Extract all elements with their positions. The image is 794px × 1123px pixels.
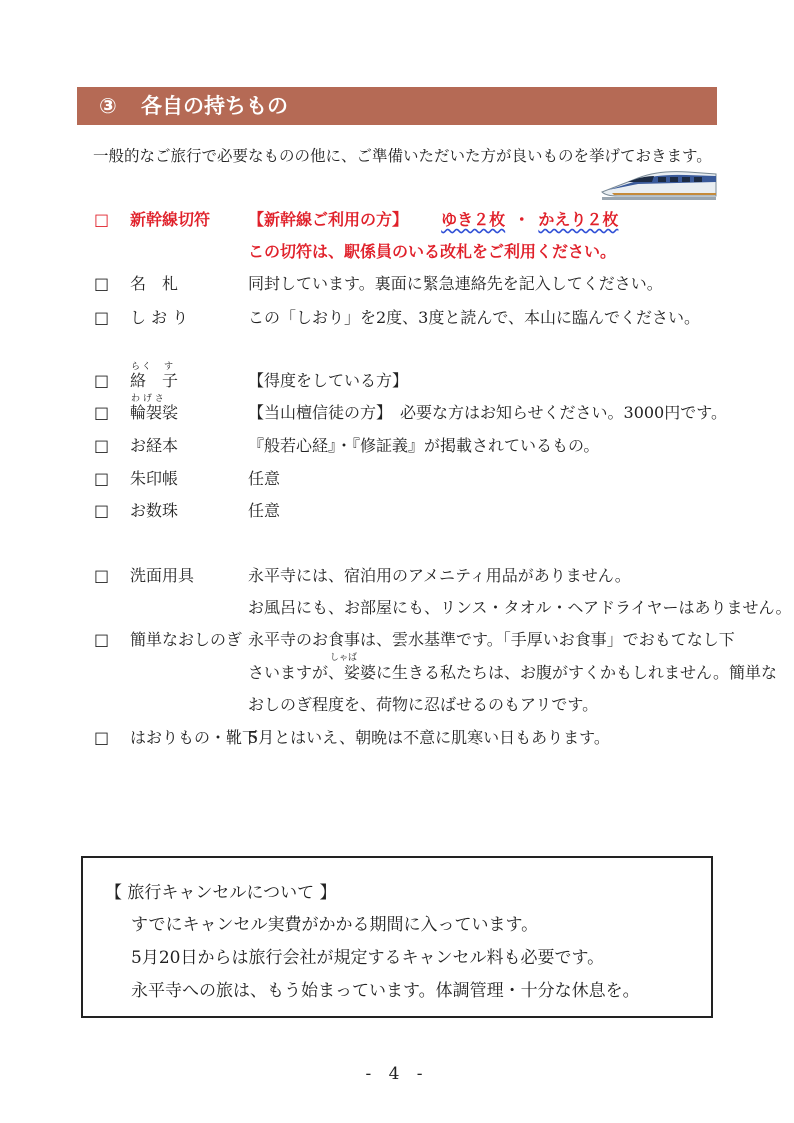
checkbox[interactable]: □ [94,469,110,488]
item-name: はおりもの・靴下 [130,728,259,747]
item-name: 簡単なおしのぎ [130,630,243,649]
item-desc: 永平寺のお食事は、雲水基準です。「手厚いお食事」でおもてなし下 [248,630,735,649]
checkbox[interactable]: □ [94,274,110,293]
item-desc-continued: さいますが、娑婆に生きる私たちは、お腹がすくかもしれません。簡単な [248,663,777,682]
cancellation-title: 【 旅行キャンセルについて 】 [105,883,337,903]
cancellation-line: 永平寺への旅は、もう始まっています。体調管理・十分な休息を。 [131,981,640,1001]
checkbox[interactable]: □ [94,630,110,649]
item-name: 輪袈裟 [130,403,179,422]
ruby-text: らく す [131,362,176,372]
shinkansen-label: 【新幹線ご利用の方】 [248,210,409,229]
checkbox[interactable]: □ [94,210,110,229]
item-name: 洗面用具 [130,566,195,585]
checkbox[interactable]: □ [94,501,110,520]
checkbox[interactable]: □ [94,403,110,422]
intro-text: 一般的なご旅行で必要なものの他に、ご準備いただいた方が良いものを挙げておきます。 [93,147,712,165]
checkbox[interactable]: □ [94,436,110,455]
checklist-item [0,271,794,297]
cancellation-line: すでにキャンセル実費がかかる期間に入っています。 [131,915,539,935]
item-name: 新幹線切符 [130,210,211,229]
item-name: お経本 [130,436,179,455]
checklist-item [0,466,794,492]
checklist-item [0,725,794,751]
item-desc: 5月とはいえ、朝晩は不意に肌寒い日もあります。 [248,728,610,747]
section-header [77,87,717,125]
item-desc: 任意 [248,501,281,520]
checklist-item [0,400,794,426]
item-desc: 永平寺には、宿泊用のアメニティ用品がありません。 [248,566,631,585]
item-desc: 【当山檀信徒の方】 必要な方はお知らせください。3000円です。 [248,403,727,422]
checklist-item-shinkansen [0,207,794,233]
checklist-item [0,627,794,653]
checklist-item [0,305,794,331]
checklist-item [0,563,794,589]
checklist-item [0,433,794,459]
item-name: し お り [130,308,189,327]
item-name: お数珠 [130,501,179,520]
section-number: ③ [99,94,117,118]
checkbox[interactable]: □ [94,308,110,327]
checkbox[interactable]: □ [94,566,110,585]
item-desc-continued: お風呂にも、お部屋にも、リンス・タオル・ヘアドライヤーはありません。 [248,598,792,617]
item-desc: この「しおり」を2度、3度と読んで、本山に臨んでください。 [248,308,701,327]
cancellation-notice [81,856,713,1018]
item-name: 名 札 [130,274,179,293]
ticket-separator: ・ [513,210,530,229]
item-desc: 『般若心経』・『修証義』が掲載されているもの。 [248,436,600,455]
item-desc: 任意 [248,469,281,488]
cancellation-line: 5月20日からは旅行会社が規定するキャンセル料も必要です。 [131,948,605,968]
ruby-text: わ げ さ [131,394,164,404]
item-desc: 同封しています。裏面に緊急連絡先を記入してください。 [248,274,663,293]
page-number: - 4 - [365,1064,429,1084]
checkbox[interactable]: □ [94,371,110,390]
checkbox[interactable]: □ [94,728,110,747]
ticket-going: ゆき２枚 [441,210,506,229]
ruby-text: しゃば [330,653,358,663]
item-desc-continued: おしのぎ程度を、荷物に忍ばせるのもアリです。 [248,695,599,714]
section-title: 各自の持ちもの [141,94,288,118]
checklist-item [0,498,794,524]
item-name: 絡 子 [130,371,179,390]
item-desc [248,207,618,233]
item-desc: 【得度をしている方】 [248,371,409,390]
item-name: 朱印帳 [130,469,179,488]
ticket-returning: かえり２枚 [538,210,619,229]
shinkansen-note: この切符は、駅係員のいる改札をご利用ください。 [248,242,617,261]
shinkansen-train-illustration [598,162,718,206]
checklist-item [0,368,794,394]
